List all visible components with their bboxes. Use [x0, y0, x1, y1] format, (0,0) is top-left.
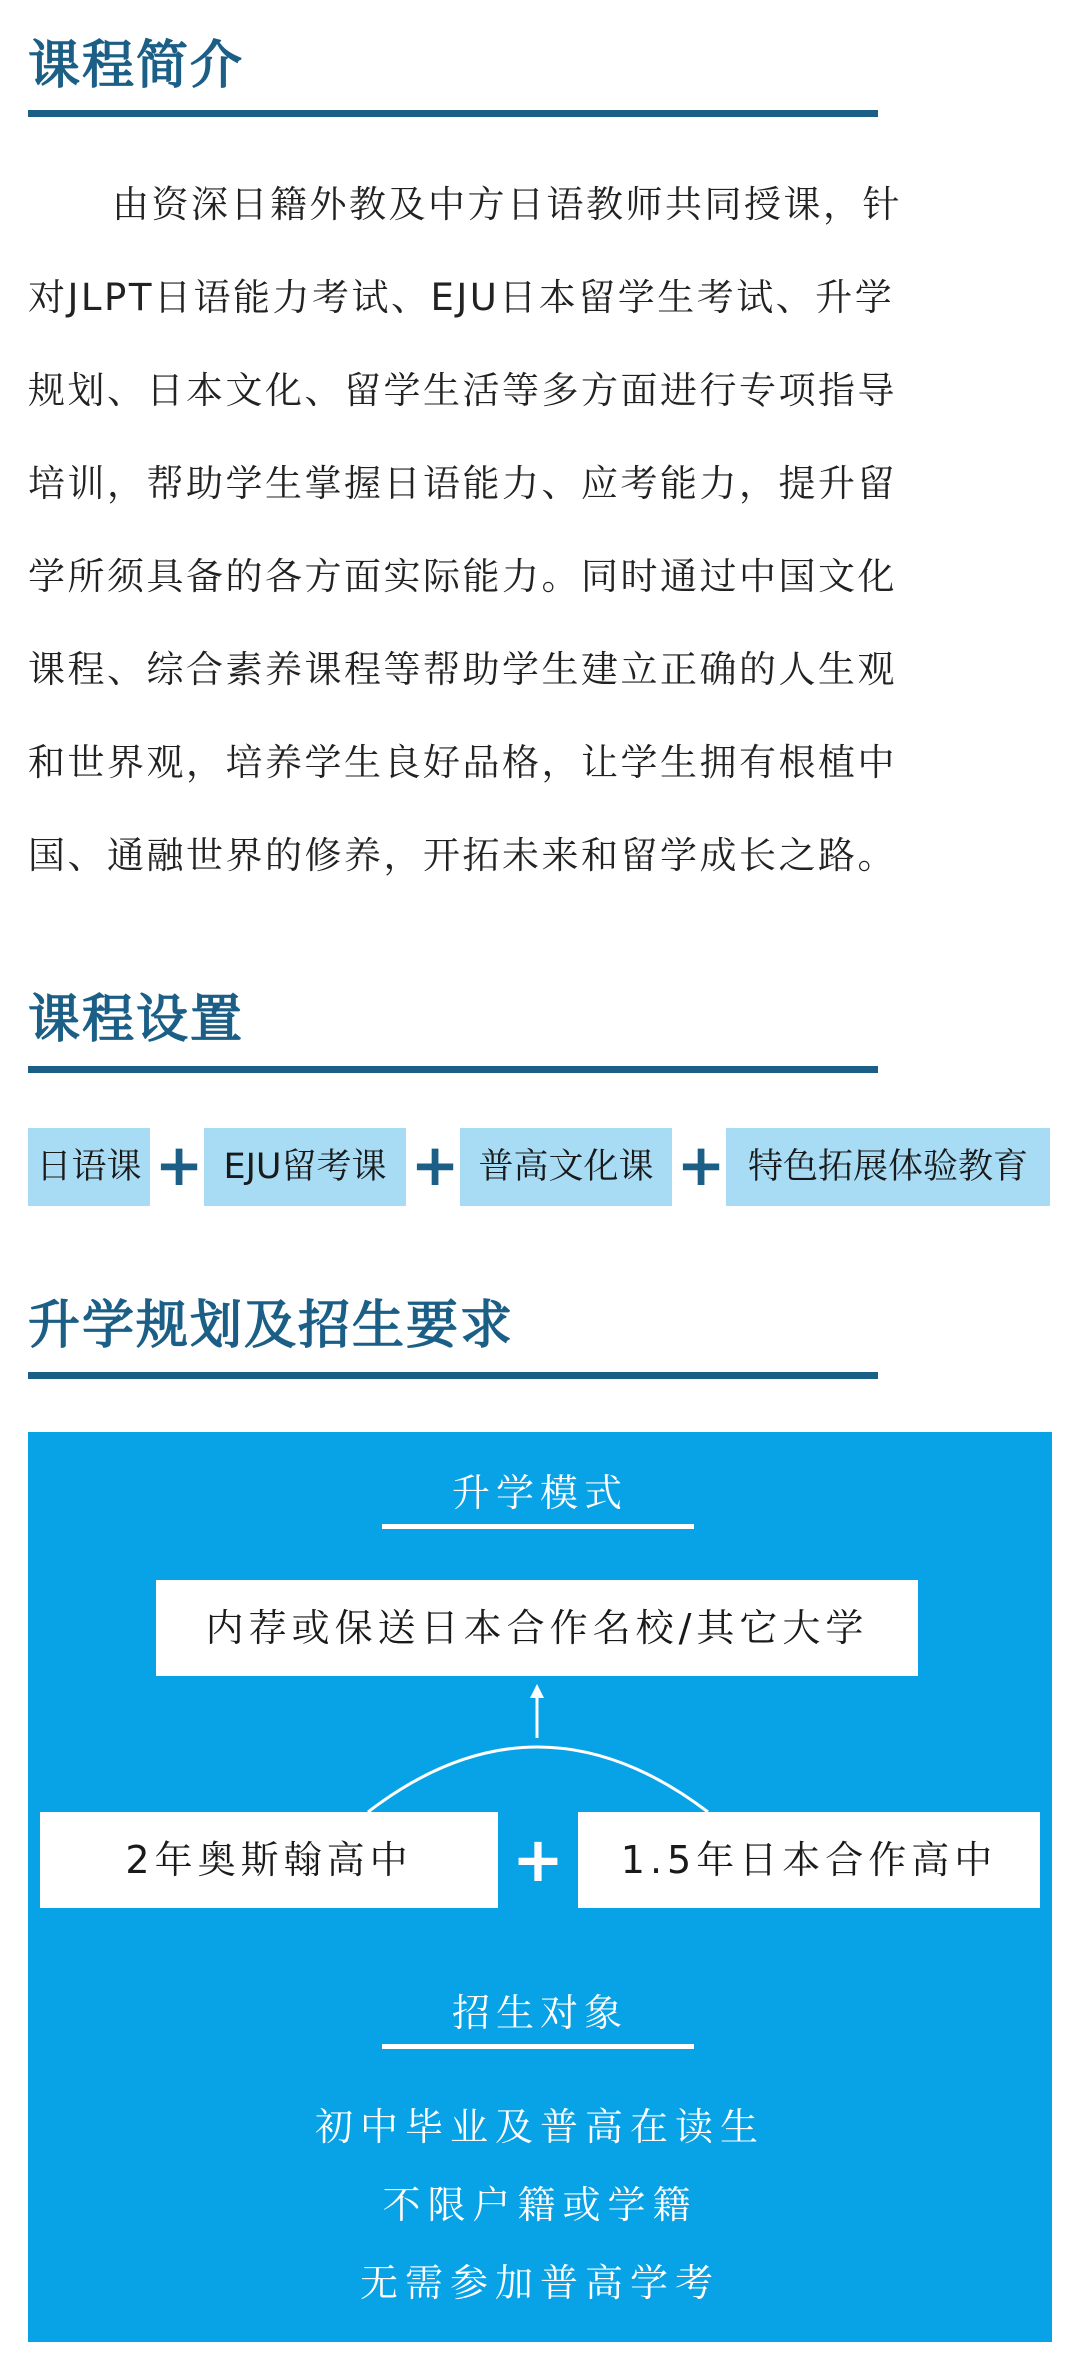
- intro-title-underline: [28, 110, 878, 117]
- intro-line: 学所须具备的各方面实际能力。同时通过中国文化: [28, 555, 897, 598]
- up-arrow-icon: [530, 1684, 544, 1698]
- intro-section-title: 课程简介: [28, 36, 245, 96]
- plus-icon: +: [154, 1131, 204, 1199]
- intro-paragraph: [28, 158, 1056, 902]
- plus-icon: +: [410, 1131, 460, 1199]
- path-box-right: 1.5年日本合作高中: [578, 1812, 1040, 1908]
- course-chip-japanese: 日语课: [28, 1128, 150, 1206]
- plan-section-title: 升学规划及招生要求: [28, 1296, 515, 1356]
- intro-line: 培训，帮助学生掌握日语能力、应考能力，提升留: [28, 462, 897, 505]
- intro-line: 由资深日籍外教及中方日语教师共同授课，针: [112, 183, 902, 226]
- intro-line: 课程、综合素养课程等帮助学生建立正确的人生观: [28, 648, 897, 691]
- intro-line: 国、通融世界的修养，开拓未来和留学成长之路。: [28, 834, 897, 877]
- intro-line: 对JLPT日语能力考试、EJU日本留学生考试、升学: [28, 276, 895, 319]
- enroll-heading-underline: [382, 2044, 694, 2049]
- requirement-item: 不限户籍或学籍: [382, 2183, 698, 2227]
- setup-title-underline: [28, 1066, 878, 1073]
- requirement-item: 无需参加普高学考: [359, 2261, 720, 2305]
- plus-icon: +: [512, 1823, 564, 1896]
- path-box-left: 2年奥斯翰高中: [40, 1812, 498, 1908]
- intro-line: 和世界观，培养学生良好品格，让学生拥有根植中: [28, 741, 897, 784]
- mode-heading-underline: [382, 1524, 694, 1529]
- course-chip-experience: 特色拓展体验教育: [726, 1128, 1050, 1206]
- course-chip-culture: 普高文化课: [460, 1128, 672, 1206]
- plus-icon: +: [676, 1131, 726, 1199]
- course-chip-eju: EJU留考课: [204, 1128, 406, 1206]
- setup-section-title: 课程设置: [28, 990, 245, 1050]
- intro-line: 规划、日本文化、留学生活等多方面进行专项指导: [28, 369, 897, 412]
- requirement-item: 初中毕业及普高在读生: [314, 2105, 765, 2149]
- destination-box: 内荐或保送日本合作名校/其它大学: [156, 1580, 918, 1676]
- admission-panel: [28, 1432, 1052, 2342]
- connector-arc: [368, 1747, 708, 1812]
- plan-title-underline: [28, 1372, 878, 1379]
- course-list: [28, 1128, 1052, 1206]
- enroll-heading: 招生对象: [451, 1991, 628, 2035]
- mode-heading: 升学模式: [451, 1471, 628, 1515]
